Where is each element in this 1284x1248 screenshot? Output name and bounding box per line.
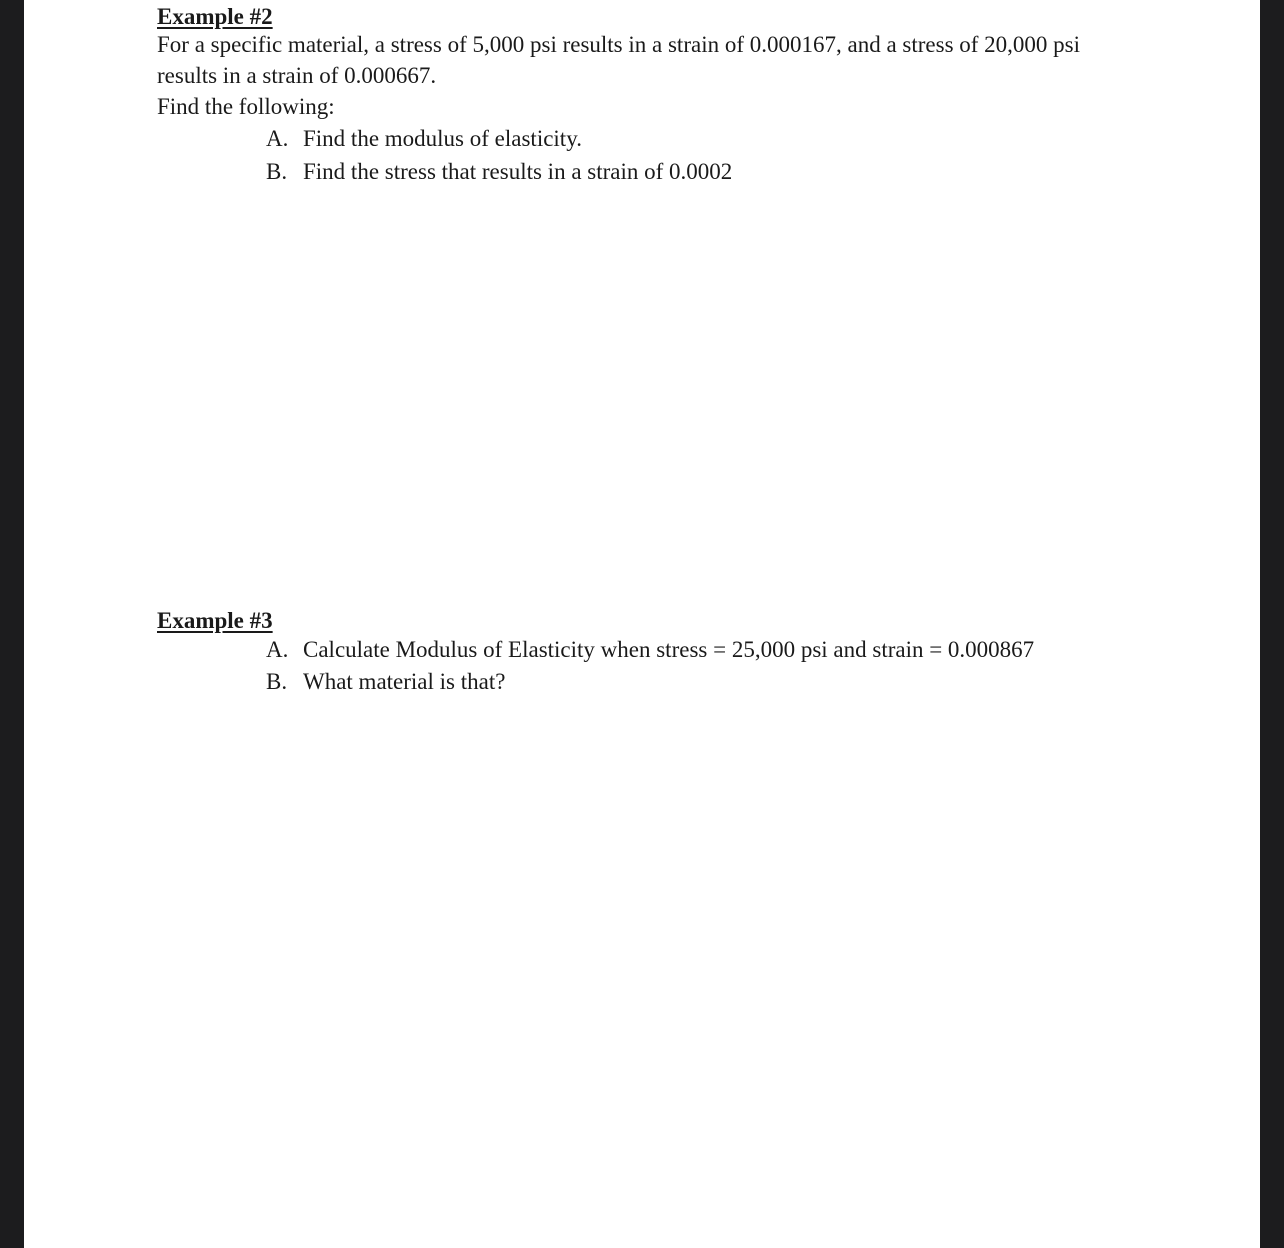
list-item-text: Find the stress that results in a strain of 0.0002: [303, 159, 733, 184]
example-3-heading: Example #3: [157, 608, 273, 633]
example-3-item-b: [266, 667, 505, 697]
example-2-heading: Example #2: [157, 4, 273, 29]
list-item-text: What material is that?: [303, 669, 506, 694]
list-marker: B.: [266, 159, 288, 184]
example-2-problem-statement: For a specific material, a stress of 5,000 psi results in a strain of 0.000167, and a stress of 20,000 psi results in a strain of 0.000667.: [157, 32, 1081, 88]
example-2-item-a: [266, 124, 582, 154]
document-page: [24, 0, 1260, 1248]
example-2-item-b: [266, 157, 732, 187]
list-marker: A.: [266, 126, 289, 151]
example-2-prompt: Find the following:: [157, 94, 335, 119]
list-item-text: Calculate Modulus of Elasticity when stress = 25,000 psi and strain = 0.000867: [303, 637, 1035, 662]
example-3-item-a: [266, 635, 1034, 665]
list-marker: A.: [266, 637, 289, 662]
list-item-text: Find the modulus of elasticity.: [303, 126, 582, 151]
list-marker: B.: [266, 669, 288, 694]
